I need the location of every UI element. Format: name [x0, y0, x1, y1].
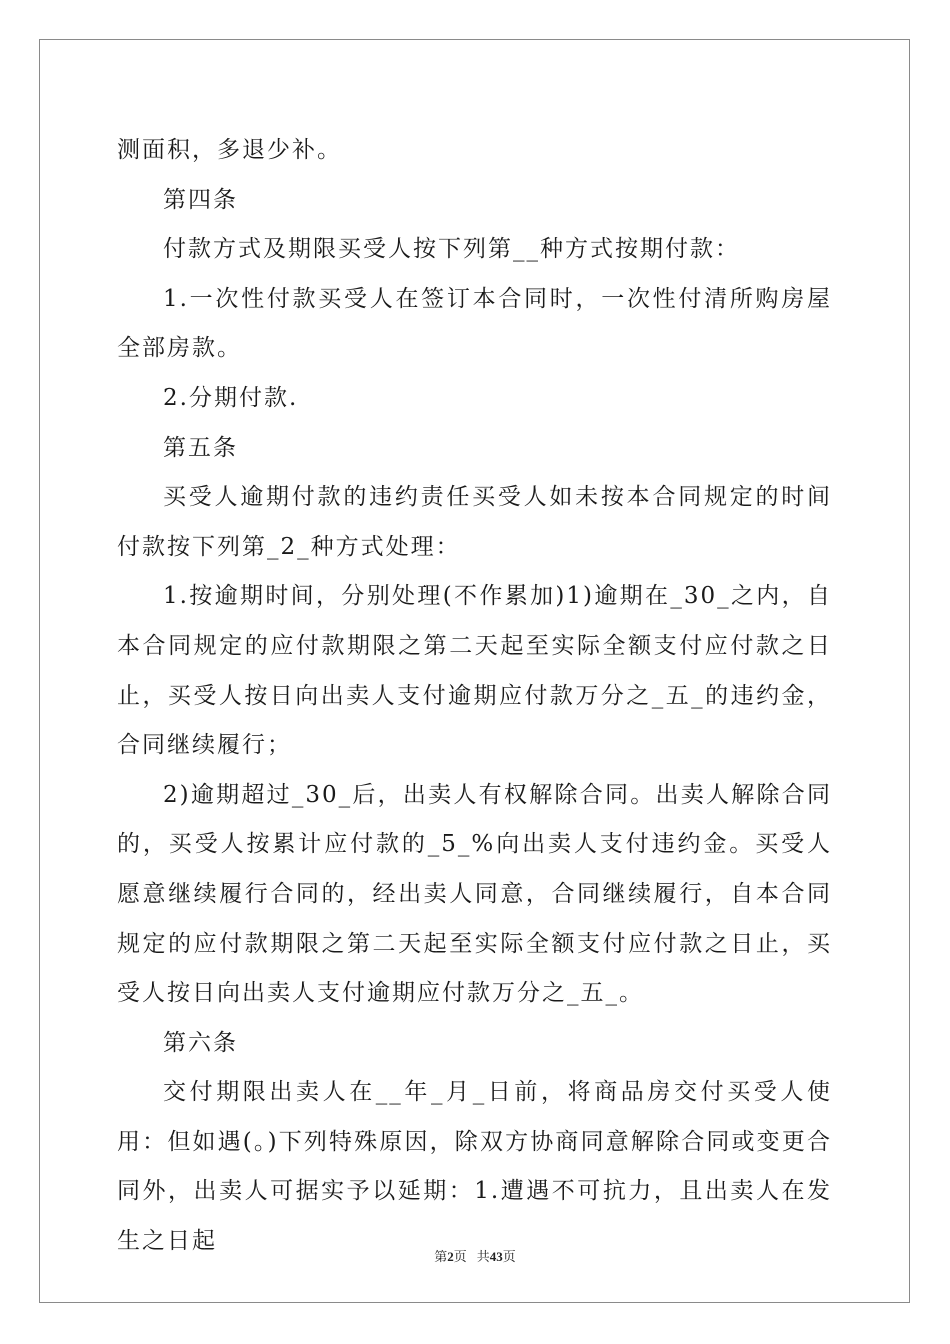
paragraph: 测面积，多退少补。	[117, 137, 342, 163]
total-suffix: 页	[502, 1250, 516, 1265]
paragraph: 交付期限出卖人在__年_月_日前，将商品房交付买受人使用：但如遇(。)下列特殊原因，除双方协商同意解除合同或变更合同外，出卖人可据实予以延期：1.遭遇不可抗力，且出卖人在发生之日起	[117, 1079, 832, 1255]
page-suffix: 页	[453, 1250, 467, 1265]
article-heading: 第五条	[163, 434, 238, 461]
page-footer	[0, 1246, 950, 1265]
paragraph: 2)逾期超过_30_后，出卖人有权解除合同。出卖人解除合同的，买受人按累计应付款的_5_%向出卖人支付违约金。买受人愿意继续履行合同的，经出卖人同意，合同继续履行，自本合同规定的应付款期限之第二天起至实际全额支付应付款之日止，买受人按日向出卖人支付逾期应付款万分之_五_。	[117, 781, 832, 1007]
total-prefix: 共	[476, 1250, 490, 1265]
paragraph: 1.一次性付款买受人在签订本合同时，一次性付清所购房屋全部房款。	[117, 285, 832, 362]
article-heading: 第四条	[163, 186, 238, 213]
paragraph: 2.分期付款.	[163, 384, 299, 411]
total-pages: 43	[489, 1249, 503, 1264]
paragraph: 买受人逾期付款的违约责任买受人如未按本合同规定的时间付款按下列第_2_种方式处理：	[117, 484, 832, 560]
page-prefix: 第	[434, 1250, 448, 1265]
document-body	[117, 126, 832, 1267]
page-number: 2	[447, 1249, 454, 1264]
paragraph: 1.按逾期时间，分别处理(不作累加)1)逾期在_30_之内，自本合同规定的应付款期限之第二天起至实际全额支付应付款之日止，买受人按日向出卖人支付逾期应付款万分之_五_的违约金，合同继续履行；	[117, 583, 833, 759]
paragraph: 付款方式及期限买受人按下列第__种方式按期付款：	[163, 236, 740, 263]
article-heading: 第六条	[163, 1029, 238, 1056]
